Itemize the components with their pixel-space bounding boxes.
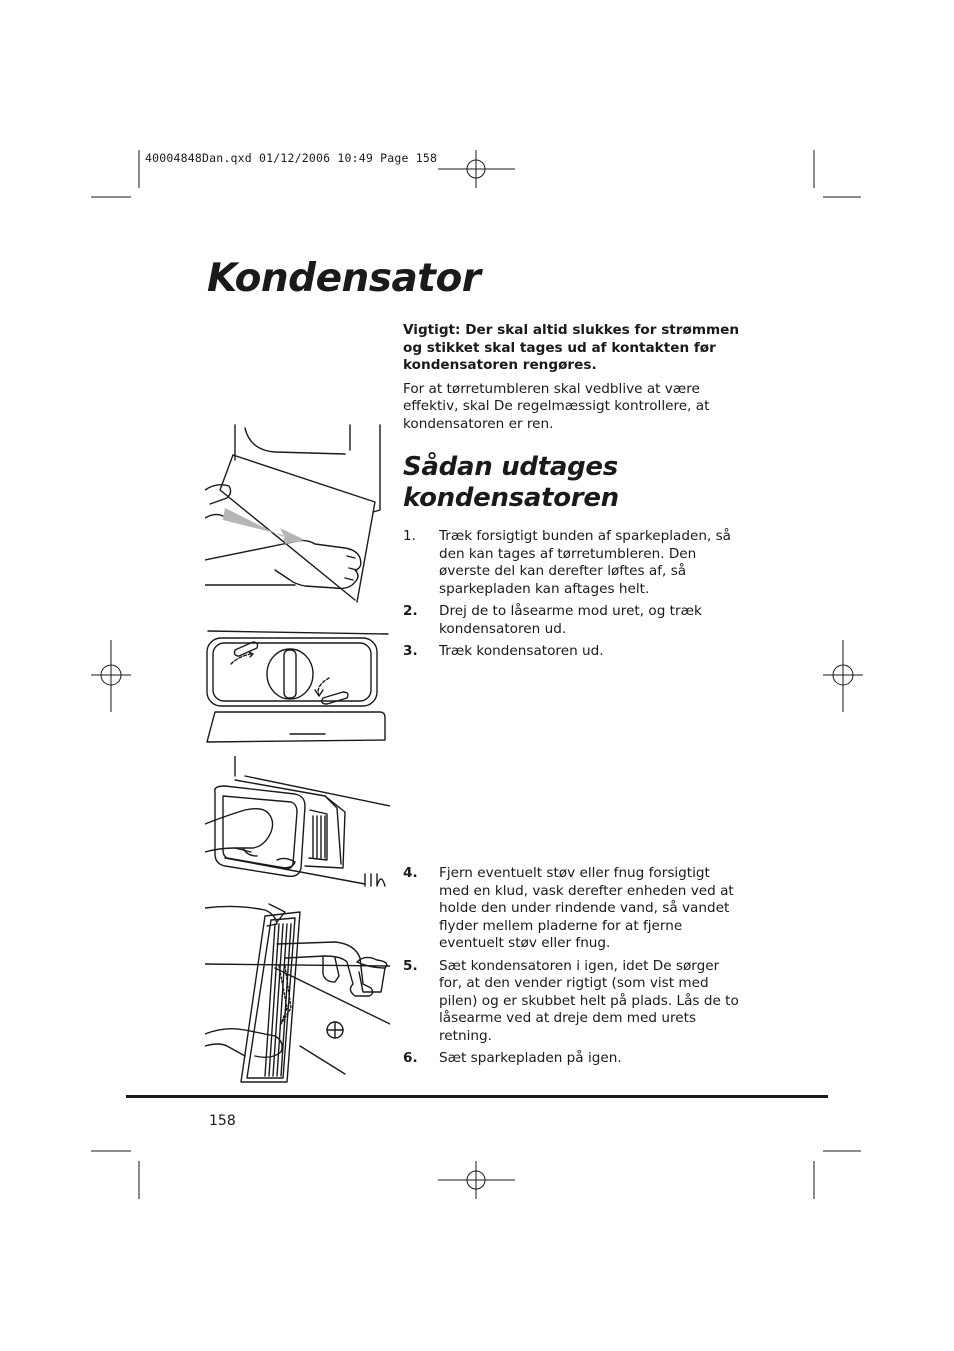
section-subtitle: Sådan udtages kondensatoren [403,452,619,513]
list-item [403,865,743,953]
steps-list-part1 [403,528,743,666]
step-number: 4. [403,865,418,881]
step-text: Sæt kondensatoren i igen, idet De sørger for, at den vender rigtigt (som vist med pilen) og er skubbet helt på plads. Lås de to låsearme ved at dreje dem med urets retning. [439,957,739,1044]
step-number: 3. [403,643,418,659]
step-text: Sæt sparkepladen på igen. [439,1050,622,1066]
list-item [403,1050,743,1068]
list-item [403,528,743,598]
steps-list-part2 [403,865,743,1073]
kickplate-removal-illustration [205,420,390,610]
footer-rule [126,1095,828,1098]
page-title: Kondensator [207,256,481,301]
step-number: 2. [403,603,418,619]
condenser-lock-levers-illustration [205,628,390,746]
page-number: 158 [209,1113,236,1129]
list-item [403,643,743,661]
warning-text: Vigtigt: Der skal altid slukkes for strømmen og stikket skal tages ud af kontakten før kondensatoren rengøres. [403,322,740,373]
condenser-pull-out-illustration [205,756,390,891]
condenser-rinse-tap-illustration [205,896,390,1086]
step-text: Træk forsigtigt bunden af sparkepladen, så den kan tages af tørretumbleren. Den øverste del kan derefter løftes af, så sparkepladen kan aftages helt. [439,528,732,597]
intro-text: For at tørretumbleren skal vedblive at være effektiv, skal De regelmæssigt kontrollere, at kondensatoren er ren. [403,380,710,432]
list-item [403,603,743,638]
list-item [403,958,743,1046]
intro-block [403,322,743,439]
step-text: Træk kondensatoren ud. [439,643,604,659]
file-slug-line: 40004848Dan.qxd 01/12/2006 10:49 Page 158 [145,151,438,165]
step-text: Fjern eventuelt støv eller fnug forsigtigt med en klud, vask derefter enheden ved at holde den under rindende vand, så vandet flyder mellem pladerne for at fjerne eventuelt støv eller fnug. [439,865,734,951]
step-text: Drej de to låsearme mod uret, og træk kondensatoren ud. [439,603,702,637]
step-number: 1. [403,528,416,544]
step-number: 5. [403,957,418,974]
step-number: 6. [403,1050,418,1066]
